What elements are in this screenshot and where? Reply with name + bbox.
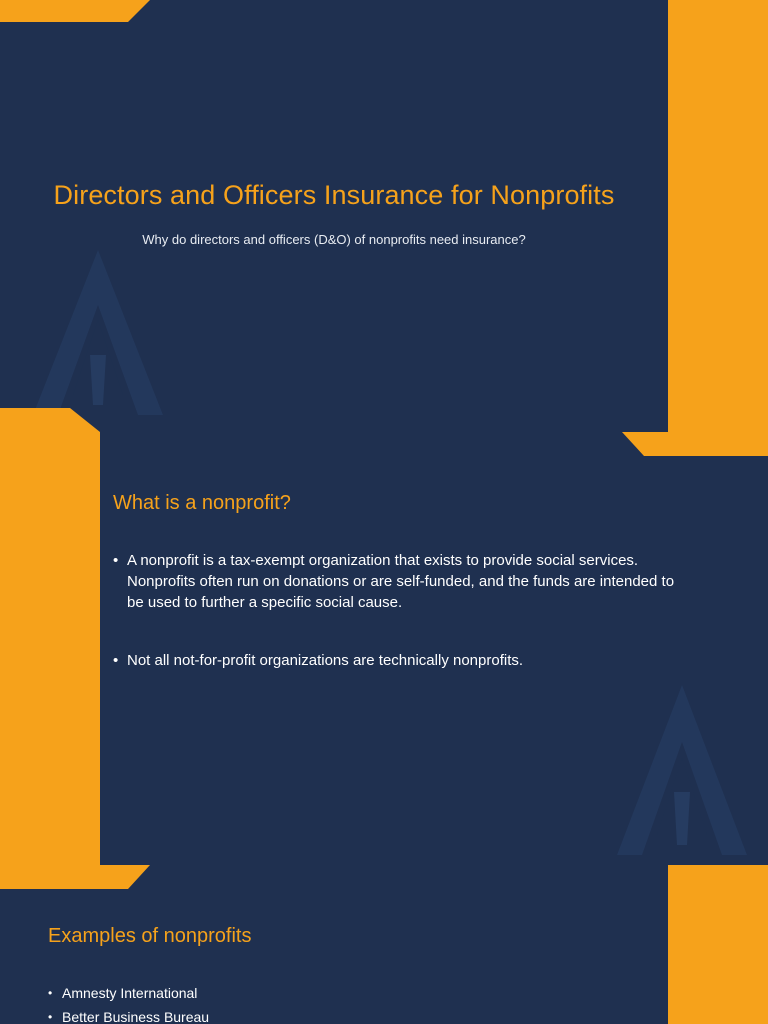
accent-bar-top-left	[0, 0, 150, 22]
bullet-list	[48, 981, 209, 1024]
slide-title-subtitle: Why do directors and officers (D&O) of nonprofits need insurance?	[142, 232, 526, 247]
slide-title-heading: Directors and Officers Insurance for Nonprofits	[53, 180, 615, 210]
accent-bar-bottom-left	[0, 408, 100, 432]
accent-bar-left	[0, 432, 100, 865]
slide-examples	[0, 865, 768, 1024]
watermark-logo-icon	[28, 245, 168, 420]
slide-heading: What is a nonprofit?	[113, 492, 291, 514]
accent-bar-right	[622, 0, 768, 432]
list-item: • Better Business Bureau	[48, 1005, 209, 1024]
list-item: • Amnesty International	[48, 981, 209, 1005]
accent-bar-top-right	[622, 432, 768, 456]
slide-title	[0, 0, 768, 432]
slide-heading: Examples of nonprofits	[48, 925, 252, 947]
accent-bar-top-left	[0, 865, 150, 889]
accent-bar-right	[668, 865, 768, 1024]
list-item: • Not all not-for-profit organizations are technically nonprofits.	[113, 650, 693, 671]
list-item: • A nonprofit is a tax-exempt organization that exists to provide social services. Nonprofits often run on donations or are self-funded, and the funds are intended to be used to further a specific social cause.	[113, 550, 693, 613]
slide-what-is-nonprofit	[0, 432, 768, 865]
bullet-list	[113, 550, 693, 708]
